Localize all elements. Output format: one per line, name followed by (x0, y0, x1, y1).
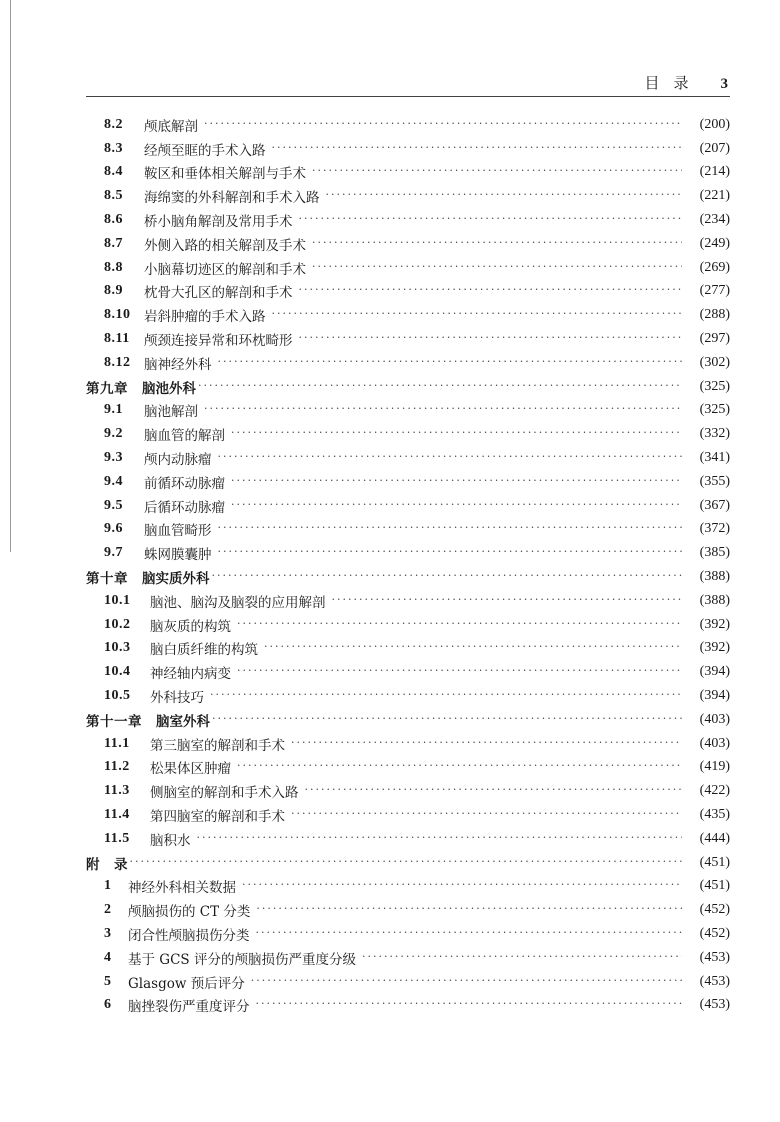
toc-chapter[interactable]: 第十章 脑实质外科 ····· (388) (86, 565, 730, 589)
toc-appendix[interactable]: 附 录 ····· (451) (86, 851, 730, 875)
toc-entry[interactable]: 11.1 第三脑室的解剖和手术 ····· (403) (86, 732, 730, 756)
toc-entry[interactable]: 9.5 后循环动脉瘤 ····· (367) (86, 494, 730, 518)
dot-leader (256, 998, 683, 1012)
toc-entry[interactable]: 8.6 桥小脑角解剖及常用手术 ····· (234) (86, 208, 730, 232)
dot-leader (218, 451, 683, 465)
toc-entry[interactable]: 8.3 经颅至眶的手术入路 ····· (207) (86, 137, 730, 161)
toc-entry[interactable]: 9.3 颅内动脉瘤 ····· (341) (86, 446, 730, 470)
toc-entry[interactable]: 8.12 脑神经外科 ····· (302) (86, 351, 730, 375)
dot-leader (231, 499, 682, 513)
dot-leader (231, 427, 682, 441)
dot-leader (291, 808, 682, 822)
toc-entry[interactable]: 10.5 外科技巧 ····· (394) (86, 684, 730, 708)
dot-leader (237, 665, 682, 679)
dot-leader (312, 237, 682, 251)
toc-entry[interactable]: 10.4 神经轴内病变 ····· (394) (86, 660, 730, 684)
dot-leader (210, 689, 682, 703)
dot-leader (204, 403, 682, 417)
toc-entry[interactable]: 8.7 外侧入路的相关解剖及手术 ····· (249) (86, 232, 730, 256)
dot-leader (251, 975, 682, 989)
dot-leader (299, 213, 683, 227)
dot-leader (204, 118, 682, 132)
toc-entry[interactable]: 8.11 颅颈连接异常和环枕畸形 ····· (297) (86, 327, 730, 351)
dot-leader (218, 356, 683, 370)
toc-entry[interactable]: 9.1 脑池解剖 ····· (325) (86, 399, 730, 423)
dot-leader (312, 261, 682, 275)
toc-entry[interactable]: 8.4 鞍区和垂体相关解剖与手术 ····· (214) (86, 161, 730, 185)
toc-entry[interactable]: 11.5 脑积水 ····· (444) (86, 827, 730, 851)
toc-chapter[interactable]: 第九章 脑池外科 ····· (325) (86, 375, 730, 399)
toc-entry[interactable]: 8.10 岩斜肿瘤的手术入路 ····· (288) (86, 303, 730, 327)
toc-entry[interactable]: 5 Glasgow 预后评分 ····· (453) (86, 970, 730, 994)
toc-entry[interactable]: 6 脑挫裂伤严重度评分 ····· (453) (86, 993, 730, 1017)
toc-entry[interactable]: 3 闭合性颅脑损伤分类 ····· (452) (86, 922, 730, 946)
dot-leader (305, 784, 683, 798)
dot-leader (237, 760, 682, 774)
toc-entry[interactable]: 4 基于 GCS 评分的颅脑损伤严重度分级 ····· (453) (86, 946, 730, 970)
toc-entry[interactable]: 10.2 脑灰质的构筑 ····· (392) (86, 613, 730, 637)
toc-entry[interactable]: 11.4 第四脑室的解剖和手术 ····· (435) (86, 803, 730, 827)
running-head (644, 72, 728, 93)
toc-entry[interactable]: 11.2 松果体区肿瘤 ····· (419) (86, 756, 730, 780)
dot-leader (291, 737, 682, 751)
dot-leader (256, 927, 683, 941)
toc-entry[interactable]: 8.9 枕骨大孔区的解剖和手术 ····· (277) (86, 280, 730, 304)
running-head-title: 目录 (644, 74, 703, 92)
dot-leader (237, 618, 682, 632)
toc-entry[interactable]: 9.6 脑血管畸形 ····· (372) (86, 518, 730, 542)
dot-leader (272, 142, 683, 156)
toc-entry[interactable]: 9.2 脑血管的解剖 ····· (332) (86, 422, 730, 446)
dot-leader (272, 308, 683, 322)
toc-entry[interactable]: 8.2 颅底解剖 ····· (200) (86, 113, 730, 137)
dot-leader (130, 856, 683, 870)
toc-entry[interactable]: 10.3 脑白质纤维的构筑 ····· (392) (86, 637, 730, 661)
toc-entry[interactable]: 10.1 脑池、脑沟及脑裂的应用解剖 ····· (388) (86, 589, 730, 613)
toc-entry[interactable]: 1 神经外科相关数据 ····· (451) (86, 875, 730, 899)
toc-entry[interactable]: 11.3 侧脑室的解剖和手术入路 ····· (422) (86, 779, 730, 803)
dot-leader (197, 832, 683, 846)
page-number: 3 (720, 76, 728, 92)
dot-leader (312, 165, 682, 179)
toc-entry[interactable]: 2 颅脑损伤的 CT 分类 ····· (452) (86, 898, 730, 922)
dot-leader (212, 713, 682, 727)
toc-entry[interactable]: 8.5 海绵窦的外科解剖和手术入路 ····· (221) (86, 184, 730, 208)
page-edge-line (10, 0, 11, 552)
toc-entry[interactable]: 9.4 前循环动脉瘤 ····· (355) (86, 470, 730, 494)
dot-leader (299, 332, 683, 346)
table-of-contents (86, 113, 730, 1017)
dot-leader (264, 641, 682, 655)
dot-leader (326, 189, 683, 203)
header-rule (86, 96, 730, 97)
dot-leader (218, 522, 683, 536)
dot-leader (256, 903, 682, 917)
dot-leader (231, 475, 682, 489)
dot-leader (362, 951, 682, 965)
toc-chapter[interactable]: 第十一章 脑室外科 ····· (403) (86, 708, 730, 732)
toc-entry[interactable]: 9.7 蛛网膜囊肿 ····· (385) (86, 541, 730, 565)
dot-leader (242, 879, 682, 893)
toc-entry[interactable]: 8.8 小脑幕切迹区的解剖和手术 ····· (269) (86, 256, 730, 280)
dot-leader (218, 546, 683, 560)
dot-leader (299, 284, 683, 298)
dot-leader (212, 570, 683, 584)
dot-leader (198, 380, 682, 394)
dot-leader (332, 594, 683, 608)
